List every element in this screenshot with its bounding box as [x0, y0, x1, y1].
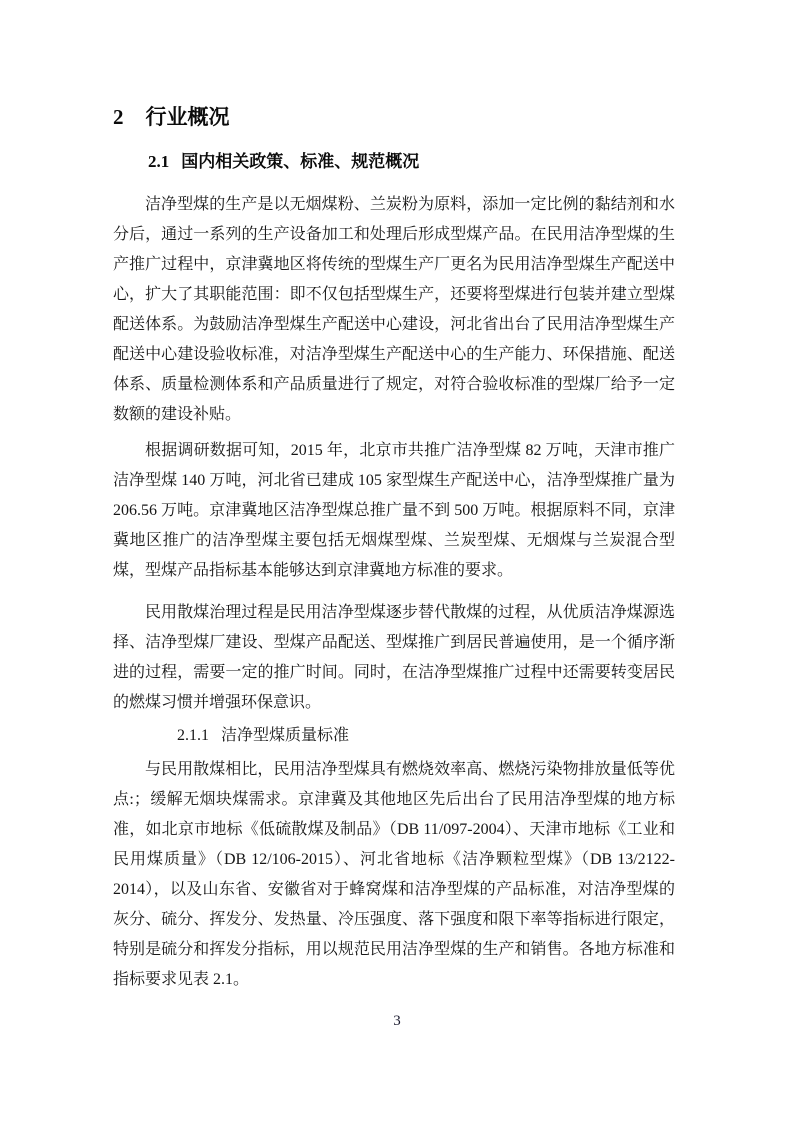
chapter-number: 2 — [113, 105, 124, 129]
chapter-title: 行业概况 — [145, 105, 230, 129]
section-number: 2.1 — [148, 152, 170, 171]
paragraph-clean-coal-production: 洁净型煤的生产是以无烟煤粉、兰炭粉为原料，添加一定比例的黏结剂和水分后，通过一系列的生产设备加工和处理后形成型煤产品。在民用洁净型煤的生产推广过程中，京津冀地区将传统的型煤生产厂更名为民用洁净型煤生产配送中心，扩大了其职能范围：即不仅包括型煤生产，还要将型煤进行包装并建立型煤配送体系。为鼓励洁净型煤生产配送中心建设，河北省出台了民用洁净型煤生产配送中心建设验收标准，对洁净型煤生产配送中心的生产能力、环保措施、配送体系、质量检测体系和产品质量进行了规定，对符合验收标准的型煤厂给予一定数额的建设补贴。 — [113, 196, 675, 423]
subsection-number: 2.1.1 — [177, 727, 209, 744]
page-number-footer — [0, 1010, 794, 1032]
page-content — [113, 0, 675, 995]
paragraph-loose-coal-governance: 民用散煤治理过程是民用洁净型煤逐步替代散煤的过程，从优质洁净煤源选择、洁净型煤厂建设、型煤产品配送、型煤推广到居民普遍使用，是一个循序渐进的过程，需要一定的推广时间。同时，在洁净型煤推广过程中还需要转变居民的燃煤习惯并增强环保意识。 — [113, 604, 675, 711]
section-heading — [148, 148, 675, 175]
paragraph-quality-standards: 与民用散煤相比，民用洁净型煤具有燃烧效率高、燃烧污染物排放量低等优点:；缓解无烟块煤需求。京津冀及其他地区先后出台了民用洁净型煤的地方标准，如北京市地标《低硫散煤及制品》（DB 11/097-2004）、天津市地标《工业和民用煤质量》（DB 12/106-2015）、河北省地标《洁净颗粒型煤》（DB 13/2122-2014），以及山东省、安徽省对于蜂窝煤和洁净型煤的产品标准，对洁净型煤的灰分、硫分、挥发分、发热量、冷压强度、落下强度和限下率等指标进行限定，特别是硫分和挥发分指标，用以规范民用洁净型煤的生产和销售。各地方标准和指标要求见表 2.1。 — [113, 761, 675, 988]
section-title: 国内相关政策、标准、规范概况 — [181, 152, 420, 171]
subsection-title: 洁净型煤质量标准 — [221, 727, 350, 744]
subsection-heading — [113, 721, 675, 751]
chapter-heading — [113, 100, 675, 134]
paragraph-survey-data-2015: 根据调研数据可知，2015 年，北京市共推广洁净型煤 82 万吨，天津市推广洁净型煤 140 万吨，河北省已建成 105 家型煤生产配送中心，洁净型煤推广量为 206.56 万吨。京津冀地区洁净型煤总推广量不到 500 万吨。根据原料不同，京津冀地区推广的洁净型煤主要包括无烟煤型煤、兰炭型煤、无烟煤与兰炭混合型煤，型煤产品指标基本能够达到京津冀地方标准的要求。 — [113, 442, 675, 579]
page-number: 3 — [393, 1013, 401, 1029]
